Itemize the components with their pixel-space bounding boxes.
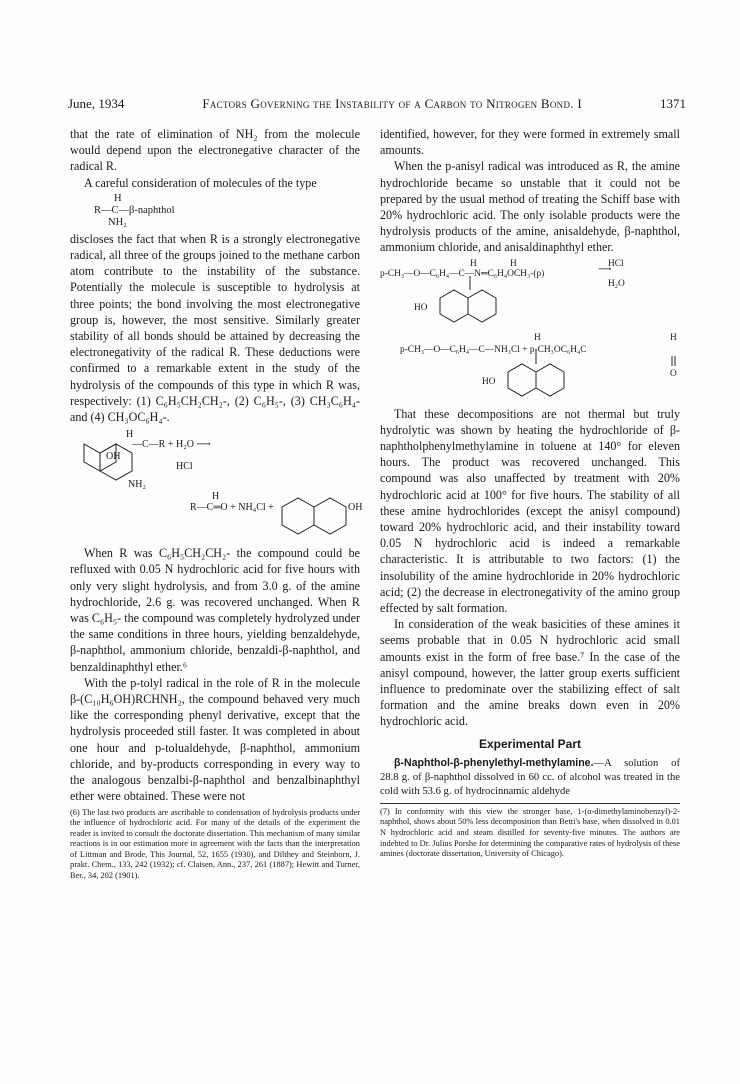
scheme-h: H	[126, 429, 134, 441]
footnote-6: (6) The last two products are ascribable to condensation of hydrolysis products under the influence of hydrochloric acid. For many of the details of the experiment the reader is invited to consult the doctorate dissertation. This mechanism of many similar reactions is in our estimation more in agreement with the facts than the interpretation of Littman and Brode, This Journal, 52, 1655 (1930), and Dilthey and Steinborn, J. prakt. Chem., 133, 242 (1932); cf. Claisen, Ann., 237, 261 (1887); Hewitt and Turner, Ber., 34, 202 (1901).	[70, 807, 360, 881]
formula-nh2: NH₂	[108, 216, 127, 228]
scheme-h2: H	[510, 258, 517, 269]
formula-h: H	[114, 192, 122, 204]
footnote-7: (7) In conformity with this view the stronger base, 1-(α-dimethylaminobenzyl)-2-naphthol, shows about 50% less decomposition than Betti's base, when dissolved in 0.01 N hydrochloric acid and steam distilled for seventy-five minutes. The authors are indebted to Dr. Julius Porshe for determining the comparative rates of hydrolysis of these amines (doctorate dissertation, University of Chicago).	[380, 806, 680, 859]
paragraph: That these decompositions are not thermal but truly hydrolytic was shown by heating the hydrochloride of β-naphtholphenylmethylamine in toluene at 140° for eleven hours. The product was recovered unchanged. This compound was also unaffected by treatment with 20% hydrochloric acid at 100° for five hours. The stability of all these amine hydrochlorides (except the anisyl compound) toward 20% hydrochloric acid, and their instability toward 0.05 N hydrochloric acid is indeed a remarkable characteristic. It is attributable to two factors: (1) the insolubility of the amine hydrochloride in 20% hydrochloric acid; (2) the decrease in electronegativity of the amino group effected by salt formation.	[380, 406, 680, 616]
paragraph: discloses the fact that when R is a strongly electronegative radical, all three of the groups joined to the methane carbon atom contribute to the instability of the substance. Potentially the molecule is susceptible to hydrolysis at three points; the bond involving the most electronegative group is, however, the most sensitive. Similarly greater stability of all bonds should be attained by decreasing the electronegativity of the radical R. These deductions were confirmed to a remarkable extent in the study of the hydrolysis of the compounds of this type in which R was, respectively: (1) C₆H₅CH₂CH₂-, (2) C₆H₅-, (3) CH₃C₆H₄- and (4) CH₃OC₆H₄-.	[70, 231, 360, 425]
scheme-h4: H	[670, 332, 677, 343]
scheme-h1: H	[470, 258, 477, 269]
paragraph: A careful consideration of molecules of the type	[84, 175, 317, 190]
paragraph: With the p-tolyl radical in the role of R in the molecule β-(C₁₀H₆OH)RCHNH₂, the compound behaved very much like the corresponding phenyl derivative, except that the hydrolysis proceeded still faster. It was completed in about one hour and p-tolualdehyde, β-naphthol, ammonium chloride, and by-products corresponding in every way to the analogous benzalbi-β-naphthol and benzalbinaphthyl ether were obtained. These were not	[70, 675, 360, 804]
scheme-ho1: HO	[414, 302, 428, 313]
scheme-reactant: —C—R + H₂O ⟶	[132, 439, 211, 451]
experiment-title: β-Naphthol-β-phenylethyl-methylamine.	[394, 756, 594, 769]
formula-main: R—C—β-naphthol	[94, 204, 175, 216]
page-number: 1371	[659, 96, 686, 111]
page-header	[68, 96, 686, 112]
header-title: Factors Governing the Instability of a Carbon to Nitrogen Bond. I	[202, 96, 583, 111]
experiment-text: —A solution of 28.8 g. of β-naphthol dissolved in 60 cc. of alcohol was treated in the cold with 53.6 g. of hydrocinnamic aldehyde	[380, 757, 680, 797]
scheme-hcl: HCl	[608, 258, 624, 269]
header-date: June, 1934	[68, 96, 125, 111]
right-column	[380, 126, 680, 860]
scheme-products: R—C═O + NH₄Cl +	[190, 502, 274, 514]
formula-amine-type	[70, 191, 360, 231]
section-heading: Experimental Part	[478, 736, 582, 751]
paragraph: When R was C₆H₅CH₂CH₂- the compound could be refluxed with 0.05 N hydrochloric acid for five hours with only very slight hydrolysis, and from 3.0 g. of the amine hydrochloride, 2.6 g. was recovered unchanged. When R was C₆H₅- the compound was completely hydrolyzed under the same conditions in three hours, yielding benzaldehyde, β-naphthol, ammonium chloride, benzaldi-β-naphthol, and benzaldinaphthyl ether.⁶	[70, 546, 360, 674]
footnote-rule	[380, 803, 680, 804]
experimental-paragraph	[380, 756, 680, 799]
scheme-h3: H	[534, 332, 541, 343]
hydrolysis-scheme	[70, 425, 363, 545]
scheme-nh2: NH₂	[128, 479, 146, 491]
scheme-line1: p-CH₃—O—C₆H₄—C—N═C₆H₄OCH₃-(p)	[380, 268, 545, 279]
paragraph: In consideration of the weak basicities of these amines it seems probable that in 0.05 N hydrochloric acid small amounts exist in the form of free base.⁷ In the case of the anisyl compound, however, the latter group exerts sufficient influence to predominate over the stabilizing effect of salt formation and the amine breaks down even in 20% hydrochloric acid.	[380, 617, 680, 729]
scheme-hcl: HCl	[176, 461, 193, 473]
scheme-h2o: H₂O	[608, 278, 625, 289]
paragraph: identified, however, for they were formed in extremely small amounts.	[380, 127, 680, 158]
reaction-arrow: ⟶	[598, 264, 612, 275]
paragraph: that the rate of elimination of NH₂ from the molecule would depend upon the electronegative character of the radical R.	[70, 127, 360, 174]
scheme-oh: OH	[106, 451, 121, 463]
scheme-o: O	[670, 368, 677, 379]
paragraph: When the p-anisyl radical was introduced as R, the amine hydrochloride became so unstable that it could not be prepared by the usual method of treating the Schiff base with 20% hydrochloric acid. The only isolable products were the hydrolysis products of the amine, anisaldehyde, β-naphthol, ammonium chloride, and anisaldinaphthyl ether.	[380, 159, 680, 255]
left-column	[70, 126, 363, 882]
scheme-h2: H	[212, 491, 220, 503]
anisyl-scheme	[380, 256, 680, 406]
scheme-oh2: OH	[348, 502, 363, 514]
naphthalene-rings	[70, 425, 363, 545]
scheme-ho2: HO	[482, 376, 496, 387]
scheme-line2: p-CH₃—O—C₆H₄—C—NH₃Cl + p-CH₃OC₆H₄C	[400, 344, 587, 355]
